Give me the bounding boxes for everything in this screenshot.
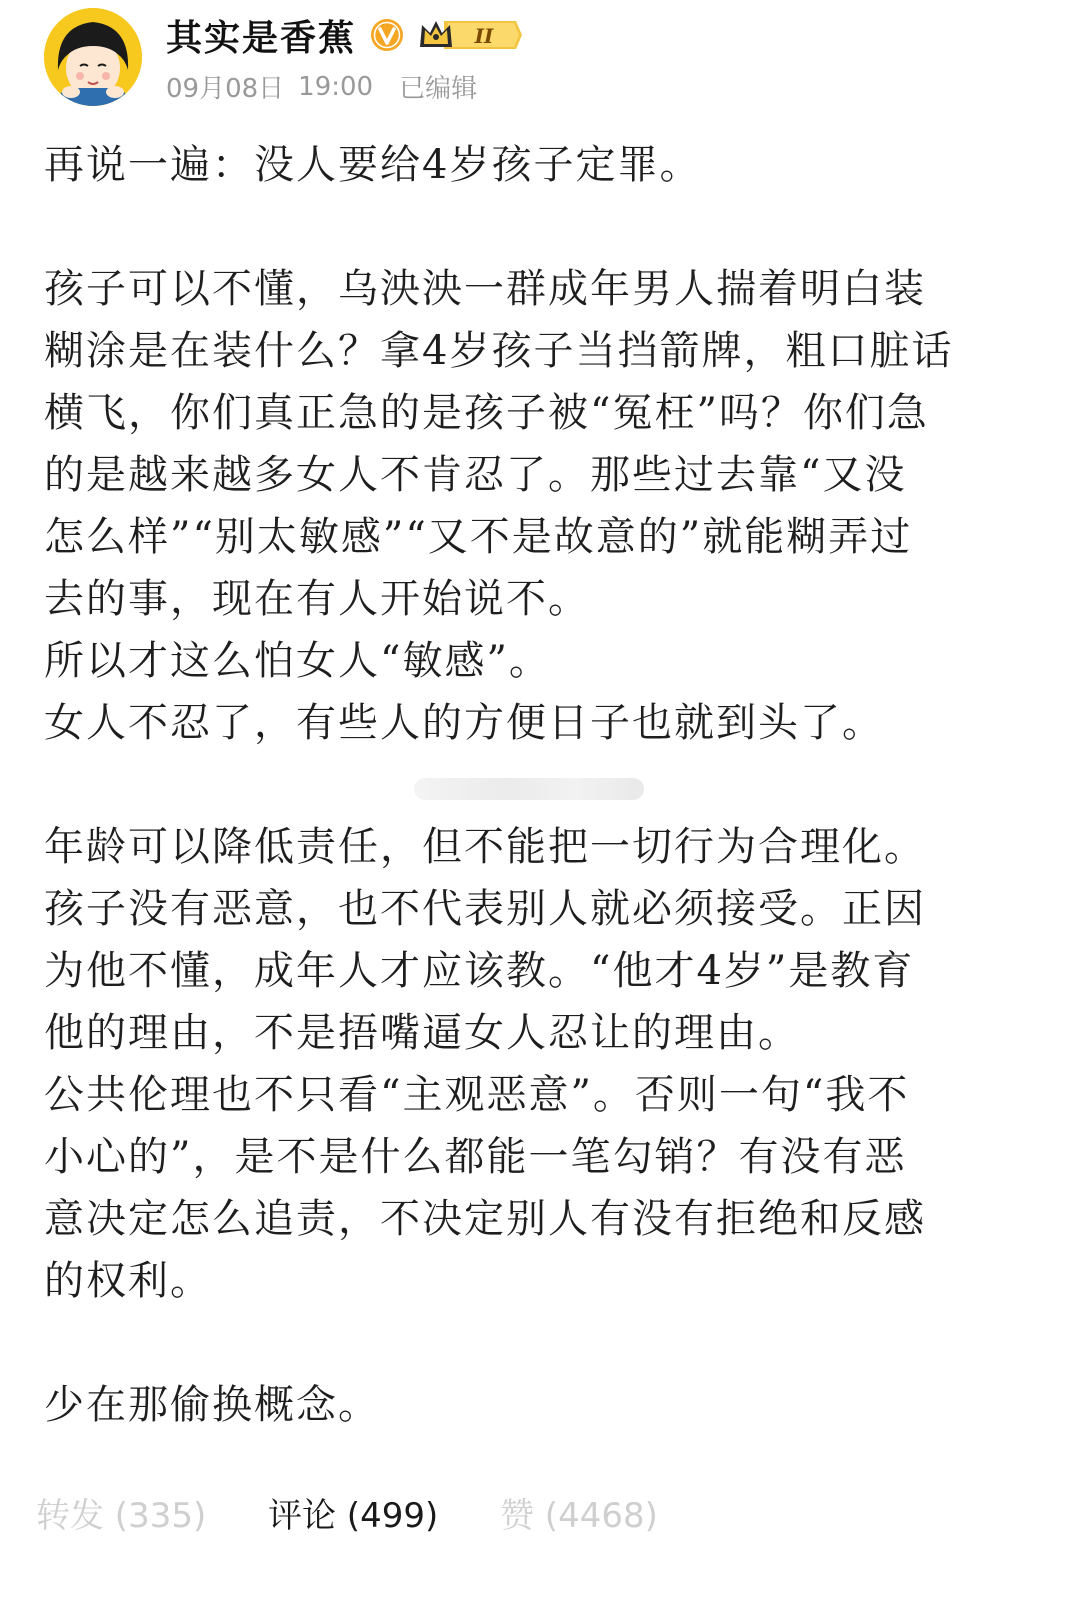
post-line: 怎么样”“别太敏感”“又不是故意的”就能糊弄过 bbox=[44, 514, 913, 560]
post-line: 少在那偷换概念。 bbox=[44, 1382, 380, 1428]
post-line: 公共伦理也不只看“主观恶意”。否则一句“我不 bbox=[44, 1072, 910, 1118]
cartoon-girl-avatar-icon bbox=[44, 8, 142, 106]
avatar[interactable] bbox=[44, 8, 142, 106]
post-line: 女人不忍了，有些人的方便日子也就到头了。 bbox=[44, 700, 884, 746]
post-line: 的权利。 bbox=[44, 1258, 212, 1304]
paragraph-gap bbox=[44, 1312, 1024, 1374]
like-button[interactable]: 赞 (4468) bbox=[500, 1496, 658, 1536]
post-line: 孩子没有恶意，也不代表别人就必须接受。正因 bbox=[44, 886, 926, 932]
post-header bbox=[40, 0, 1040, 120]
post-line: 糊涂是在装什么？拿4岁孩子当挡箭牌，粗口脏话 bbox=[44, 328, 954, 374]
post-time: 19:00 bbox=[298, 71, 374, 102]
post-line: 意决定怎么追责，不决定别人有没有拒绝和反感 bbox=[44, 1196, 926, 1242]
post-line: 孩子可以不懂，乌泱泱一群成年男人揣着明白装 bbox=[44, 266, 926, 312]
post-line: 横飞，你们真正急的是孩子被“冤枉”吗？你们急 bbox=[44, 390, 929, 436]
author-row bbox=[166, 10, 524, 60]
post-date: 09月08日 bbox=[166, 74, 285, 104]
action-bar bbox=[36, 1488, 658, 1537]
post-line: 年龄可以降低责任，但不能把一切行为合理化。 bbox=[44, 824, 926, 870]
post-line: 所以才这么怕女人“敏感”。 bbox=[44, 638, 551, 684]
post-line: 再说一遍：没人要给4岁孩子定罪。 bbox=[44, 142, 702, 188]
level-badge-label: II bbox=[474, 24, 494, 48]
post-line: 小心的”，是不是什么都能一笔勾销？有没有恶 bbox=[44, 1134, 907, 1180]
post-line: 去的事，现在有人开始说不。 bbox=[44, 576, 590, 622]
post-line: 为他不懂，成年人才应该教。“他才4岁”是教育 bbox=[44, 948, 915, 994]
author-name[interactable]: 其实是香蕉 bbox=[166, 17, 357, 59]
repost-button[interactable]: 转发 (335) bbox=[36, 1496, 207, 1536]
post-meta bbox=[166, 68, 477, 105]
blurred-divider bbox=[414, 778, 644, 800]
crown-level-icon[interactable] bbox=[416, 15, 524, 55]
post-line: 他的理由，不是捂嘴逼女人忍让的理由。 bbox=[44, 1010, 800, 1056]
verified-v-icon bbox=[370, 18, 404, 52]
post-line: 的是越来越多女人不肯忍了。那些过去靠“又没 bbox=[44, 452, 907, 498]
edited-label[interactable]: 已编辑 bbox=[399, 74, 478, 104]
paragraph-gap bbox=[44, 196, 1024, 258]
comment-button[interactable]: 评论 (499) bbox=[268, 1496, 439, 1536]
